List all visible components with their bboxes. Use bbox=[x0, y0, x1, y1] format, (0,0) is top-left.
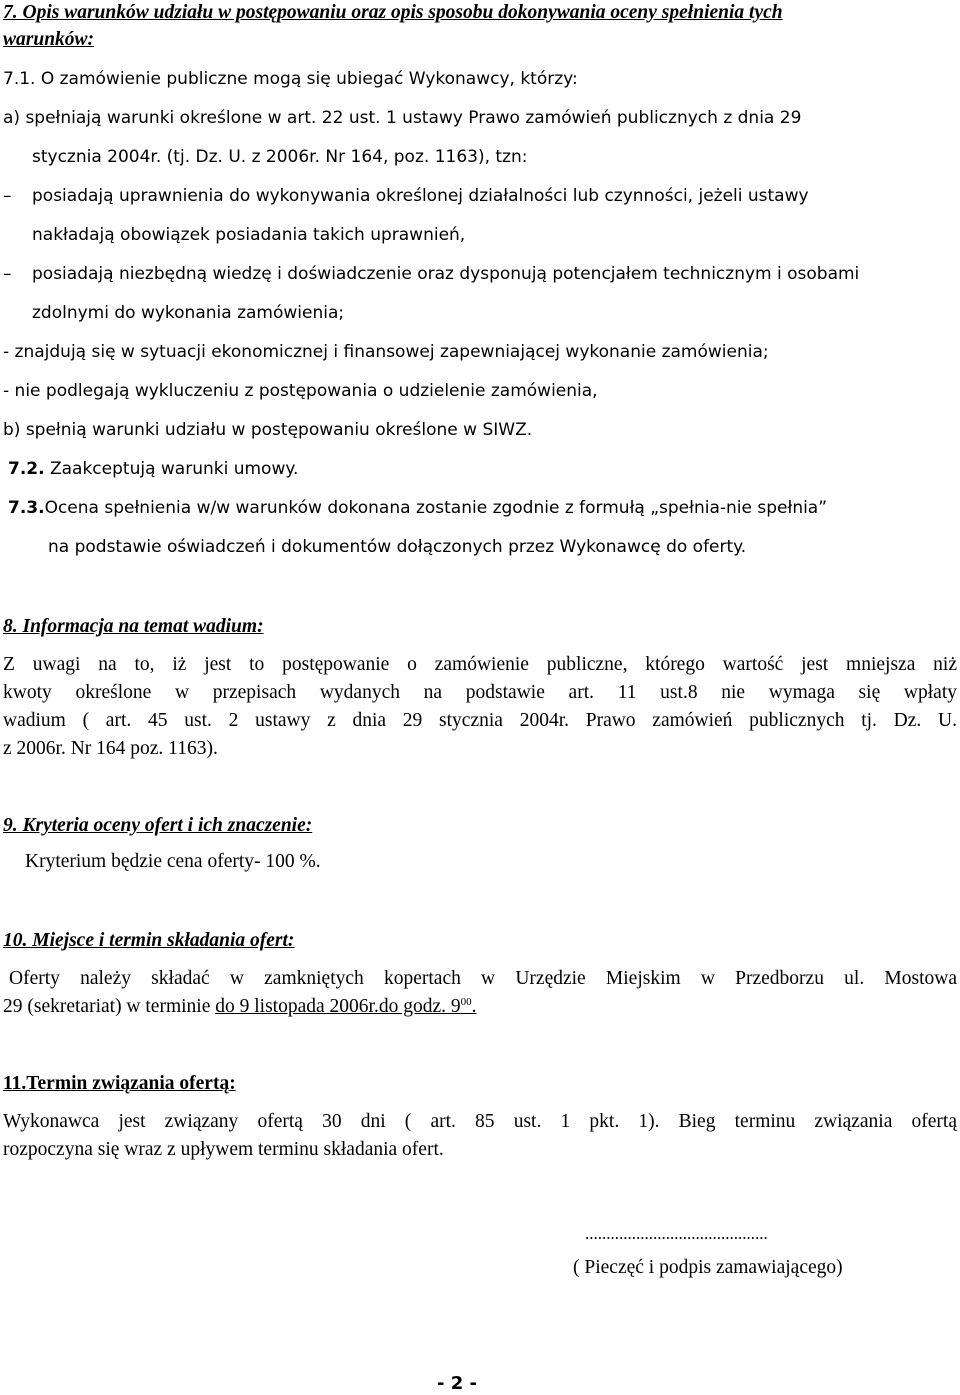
list-dash: – bbox=[3, 264, 12, 284]
paragraph-7-3-line-2: na podstawie oświadczeń i dokumentów dołączonych przez Wykonawcę do oferty. bbox=[48, 537, 747, 557]
section-8-line-3: wadium ( art. 45 ust. 2 ustawy z dnia 29 stycznia 2004r. Prawo zamówień publicznych tj. Dz. U. bbox=[3, 710, 957, 731]
paragraph-7-2 bbox=[8, 457, 298, 481]
section-10-line-2-prefix: 29 (sekretariat) w terminie bbox=[3, 996, 216, 1017]
submission-deadline bbox=[215, 996, 476, 1017]
list-item-3: - znajdują się w sytuacji ekonomicznej i finansowej zapewniającej wykonanie zamówienia; bbox=[3, 342, 769, 362]
paragraph-7-3 bbox=[8, 496, 827, 520]
section-7-heading-line-2: warunków: bbox=[3, 29, 95, 50]
deadline-end: . bbox=[471, 996, 477, 1017]
list-item-1-line-2: nakładają obowiązek posiadania takich uprawnień, bbox=[32, 225, 466, 245]
section-8-heading: 8. Informacja na temat wadium: bbox=[3, 616, 264, 637]
condition-b: b) spełnią warunki udziału w postępowaniu określone w SIWZ. bbox=[3, 420, 533, 440]
paragraph-7-3-number: 7.3. bbox=[8, 498, 45, 518]
section-9-heading: 9. Kryteria oceny ofert i ich znaczenie: bbox=[3, 815, 313, 836]
paragraph-7-2-number: 7.2. bbox=[8, 459, 45, 479]
section-10-line-1: Oferty należy składać w zamkniętych kopertach w Urzędzie Miejskim w Przedborzu ul. Mostowa bbox=[9, 968, 957, 989]
section-11-heading: 11.Termin związania ofertą: bbox=[3, 1073, 236, 1094]
section-7-heading-line-1: 7. Opis warunków udziału w postępowaniu oraz opis sposobu dokonywania oceny spełnienia tych bbox=[3, 2, 783, 23]
deadline-minutes-superscript: 00 bbox=[460, 996, 472, 1008]
section-9-text: Kryterium będzie cena oferty- 100 %. bbox=[25, 851, 321, 872]
section-8-line-4: z 2006r. Nr 164 poz. 1163). bbox=[3, 738, 218, 759]
list-dash: – bbox=[3, 186, 12, 206]
signature-line: ........................................... bbox=[585, 1224, 768, 1243]
section-11-line-1: Wykonawca jest związany ofertą 30 dni ( art. 85 ust. 1 pkt. 1). Bieg terminu związania ofertą bbox=[3, 1111, 957, 1132]
section-11-line-2: rozpoczyna się wraz z upływem terminu składania ofert. bbox=[3, 1139, 444, 1160]
submission-deadline-text: do 9 listopada 2006r.do godz. 9 bbox=[215, 996, 461, 1017]
condition-a-line-1: a) spełniają warunki określone w art. 22 ust. 1 ustawy Prawo zamówień publicznych z dnia 29 bbox=[3, 108, 802, 128]
list-item-2-line-1: posiadają niezbędną wiedzę i doświadczenie oraz dysponują potencjałem technicznym i osobami bbox=[32, 264, 860, 284]
condition-a-line-2: stycznia 2004r. (tj. Dz. U. z 2006r. Nr 164, poz. 1163), tzn: bbox=[32, 147, 528, 167]
section-8-line-2: kwoty określone w przepisach wydanych na podstawie art. 11 ust.8 nie wymaga się wpłaty bbox=[3, 682, 957, 703]
signature-caption: ( Pieczęć i podpis zamawiającego) bbox=[573, 1257, 843, 1278]
section-10-heading: 10. Miejsce i termin składania ofert: bbox=[3, 930, 295, 951]
list-item-1-line-1: posiadają uprawnienia do wykonywania określonej działalności lub czynności, jeżeli ustawy bbox=[32, 186, 809, 206]
paragraph-7-1: 7.1. O zamówienie publiczne mogą się ubiegać Wykonawcy, którzy: bbox=[3, 69, 578, 89]
section-10-line-2 bbox=[3, 993, 957, 1021]
list-item-2-line-2: zdolnymi do wykonania zamówienia; bbox=[32, 303, 345, 323]
list-item-4: - nie podlegają wykluczeniu z postępowania o udzielenie zamówienia, bbox=[3, 381, 598, 401]
paragraph-7-3-text: Ocena spełnienia w/w warunków dokonana zostanie zgodnie z formułą „spełnia-nie spełnia” bbox=[44, 498, 828, 518]
page-number: - 2 - bbox=[437, 1373, 477, 1394]
paragraph-7-2-text: Zaakceptują warunki umowy. bbox=[44, 459, 299, 479]
section-8-line-1: Z uwagi na to, iż jest to postępowanie o zamówienie publiczne, którego wartość jest mniejsza niż bbox=[3, 654, 957, 675]
